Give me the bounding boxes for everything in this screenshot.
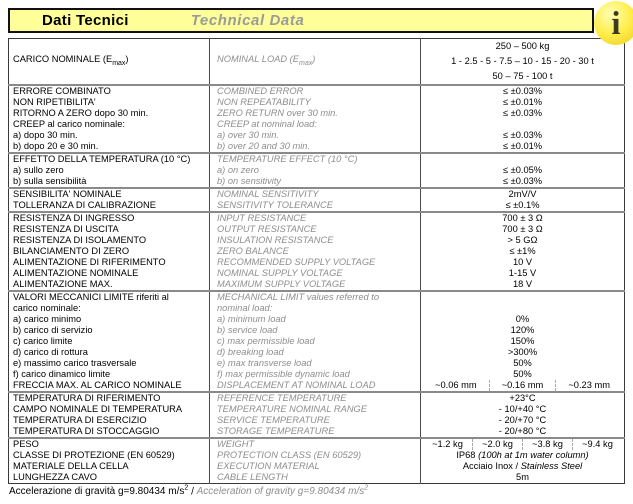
cell-english: b) over 20 and 30 min. [210,141,421,153]
cell-english: NOMINAL SUPPLY VOLTAGE [210,268,421,279]
cell-italian: LUNGHEZZA CAVO [9,472,210,484]
spec-row [9,415,625,426]
cell-value: 120% [510,325,535,335]
spec-row [9,325,625,336]
cell-english: NOMINAL SENSITIVITY [210,188,421,200]
cell-value: 0% [515,314,530,324]
spec-section [9,39,625,86]
cell-value: ≤ ±1% [509,246,536,256]
cell-value: 700 ± 3 Ω [502,213,543,223]
cell-value: ≤ ±0.03% [502,176,543,186]
cell-italian: CAMPO NOMINALE DI TEMPERATURA [9,404,210,415]
cell-italian: SENSIBILITA' NOMINALE [9,188,210,200]
spec-row [9,369,625,380]
spec-section [9,438,625,484]
cell-italian: b) carico di servizio [9,325,210,336]
cell-value: ≤ ±0.03% [502,108,543,118]
cell-english: INPUT RESISTANCE [210,212,421,224]
cell-italian: TEMPERATURA DI ESERCIZIO [9,415,210,426]
cell-value: 150% [510,336,535,346]
info-icon[interactable] [594,1,633,45]
cell-value: ≤ ±0.01% [502,97,543,107]
gravity-note-separator: / [188,486,197,498]
cell-italian: FRECCIA MAX. AL CARICO NOMINALE [9,380,210,392]
cell-value: ≤ ±0.1% [505,200,540,210]
page-title-italian: Dati Tecnici [42,12,129,29]
cell-italian: b) dopo 20 e 30 min. [9,141,210,153]
spec-row [9,235,625,246]
cell-english: REFERENCE TEMPERATURE [210,392,421,404]
spec-row [9,176,625,188]
spec-row [9,404,625,415]
cell-italian: a) carico minimo [9,314,210,325]
cell-english: MECHANICAL LIMIT values referred to nominal load: [210,291,421,314]
spec-row [9,291,625,314]
cell-value: 5m [516,472,529,482]
cell-english: b) service load [210,325,421,336]
cell-italian: c) carico limite [9,336,210,347]
spec-section [9,188,625,212]
spec-row [9,336,625,347]
cell-english: NON REPEATABILITY [210,97,421,108]
cell-italian: RITORNO A ZERO dopo 30 min. [9,108,210,119]
cell-italian: TEMPERATURA DI RIFERIMENTO [9,392,210,404]
cell-italian: ALIMENTAZIONE MAX. [9,279,210,291]
cell-italian: NON RIPETIBILITA' [9,97,210,108]
cell-english: a) over 30 min. [210,130,421,141]
spec-row [9,153,625,165]
cell-italian: ERRORE COMBINATO [9,85,210,97]
cell-italian: b) sulla sensibilità [9,176,210,188]
cell-italian: ALIMENTAZIONE DI RIFERIMENTO [9,257,210,268]
cell-value: Acciaio Inox / Stainless Steel [462,461,583,471]
spec-row [9,450,625,461]
spec-row [9,141,625,153]
cell-italian: f) carico dinamico limite [9,369,210,380]
cell-english: PROTECTION CLASS (EN 60529) [210,450,421,461]
spec-row [9,212,625,224]
cell-english: c) max permissible load [210,336,421,347]
spec-row [9,472,625,484]
cell-italian: TEMPERATURA DI STOCCAGGIO [9,426,210,438]
cell-english: b) on sensitivity [210,176,421,188]
cell-value [421,153,625,165]
cell-value [421,119,625,130]
cell-english: e) max transverse load [210,358,421,369]
cell-value: 18 V [512,279,533,289]
spec-row [9,358,625,369]
spec-row [9,257,625,268]
cell-italian: TOLLERANZA DI CALIBRAZIONE [9,200,210,212]
cell-english: STORAGE TEMPERATURE [210,426,421,438]
cell-value: 50% [513,358,532,368]
cell-english: COMBINED ERROR [210,85,421,97]
cell-italian: d) carico di rottura [9,347,210,358]
cell-english: CABLE LENGTH [210,472,421,484]
spec-row [9,380,625,392]
cell-italian: RESISTENZA DI USCITA [9,224,210,235]
spec-row [9,246,625,257]
cell-italian: EFFETTO DELLA TEMPERATURA (10 °C) [9,153,210,165]
spec-row [9,108,625,119]
cell-value: ≤ ±0.03% [502,130,543,140]
cell-italian: VALORI MECCANICI LIMITE riferiti al carico nominale: [9,291,210,314]
cell-italian: e) massimo carico trasversale [9,358,210,369]
spec-row [9,130,625,141]
cell-english: MAXIMUM SUPPLY VOLTAGE [210,279,421,291]
spec-row [9,165,625,176]
cell-value [421,291,625,314]
cell-italian: a) sullo zero [9,165,210,176]
cell-value: +23°C [509,393,536,403]
spec-row [9,119,625,130]
cell-value: > 5 GΩ [507,235,538,245]
cell-italian: RESISTENZA DI ISOLAMENTO [9,235,210,246]
cell-value: - 20/+70 °C [498,415,547,425]
spec-row [9,200,625,212]
spec-row [9,224,625,235]
cell-value: ~1.2 kg ~2.0 kg ~3.8 kg ~9.4 kg [421,438,625,450]
cell-value: ~0.06 mm ~0.16 mm ~0.23 mm [421,380,625,392]
spec-row [9,426,625,438]
cell-english: d) breaking load [210,347,421,358]
spec-row [9,314,625,325]
spec-row [9,268,625,279]
cell-english: WEIGHT [210,438,421,450]
cell-english: CREEP at nominal load: [210,119,421,130]
cell-english: DISPLACEMENT AT NOMINAL LOAD [210,380,421,392]
spec-section [9,85,625,153]
cell-italian: RESISTENZA DI INGRESSO [9,212,210,224]
spec-row [9,39,625,86]
spec-row [9,279,625,291]
info-icon-glyph: i [611,6,621,42]
spec-section [9,392,625,438]
cell-english: ZERO RETURN over 30 min. [210,108,421,119]
cell-value: >300% [507,347,538,357]
cell-value: 50% [513,369,532,379]
cell-value: IP68 (100h at 1m water column) [456,450,589,460]
cell-italian: CLASSE DI PROTEZIONE (EN 60529) [9,450,210,461]
spec-row [9,392,625,404]
spec-row [9,85,625,97]
spec-row [9,438,625,450]
cell-english: SERVICE TEMPERATURE [210,415,421,426]
spec-section [9,291,625,392]
cell-italian: PESO [9,438,210,450]
cell-italian: BILANCIAMENTO DI ZERO [9,246,210,257]
gravity-note [9,485,368,497]
cell-english: EXECUTION MATERIAL [210,461,421,472]
gravity-note-italian: Accelerazione di gravità g=9.80434 $m/s^2$ [9,485,189,498]
cell-italian: MATERIALE DELLA CELLA [9,461,210,472]
technical-data-table [8,38,625,484]
page-title-english: Technical Data [190,12,305,29]
cell-english: RECOMMENDED SUPPLY VOLTAGE [210,257,421,268]
spec-table [8,38,625,484]
cell-value: 700 ± 3 Ω [502,224,543,234]
cell-value: ≤ ±0.01% [502,141,543,151]
cell-value: ≤ ±0.05% [502,165,543,175]
cell-english: ZERO BALANCE [210,246,421,257]
spec-row [9,347,625,358]
cell-value: ≤ ±0.03% [502,86,543,96]
cell-english: a) minimum load [210,314,421,325]
cell-value: - 20/+80 °C [498,426,547,436]
cell-value: 2mV/V [508,189,537,199]
cell-english: INSULATION RESISTANCE [210,235,421,246]
cell-italian: ALIMENTAZIONE NOMINALE [9,268,210,279]
cell-italian: a) dopo 30 min. [9,130,210,141]
cell-english: TEMPERATURE EFFECT (10 °C) [210,153,421,165]
cell-italian: CREEP al carico nominale: [9,119,210,130]
cell-english: TEMPERATURE NOMINAL RANGE [210,404,421,415]
gravity-note-english: Acceleration of gravity g=9.80434 $m/s^2$ [196,485,369,498]
header-bar [8,8,594,33]
spec-section [9,212,625,291]
cell-english: SENSITIVITY TOLERANCE [210,200,421,212]
cell-italian: CARICO NOMINALE $(E_{max})$ [9,39,210,86]
cell-english: NOMINAL LOAD $(E_{max})$ [210,39,421,86]
cell-english: f) max permissible dynamic load [210,369,421,380]
spec-row [9,97,625,108]
cell-value: 1-15 V [508,268,537,278]
cell-english: OUTPUT RESISTANCE [210,224,421,235]
cell-english: a) on zero [210,165,421,176]
cell-value: - 10/+40 °C [498,404,547,414]
spec-row [9,461,625,472]
spec-row [9,188,625,200]
cell-value: 250 – 500 kg 1 - 2.5 - 5 - 7.5 – 10 - 15 - 20 - 30 t 50 – 75 - 100 t [451,41,594,81]
cell-value: 10 V [512,257,533,267]
spec-section [9,153,625,188]
